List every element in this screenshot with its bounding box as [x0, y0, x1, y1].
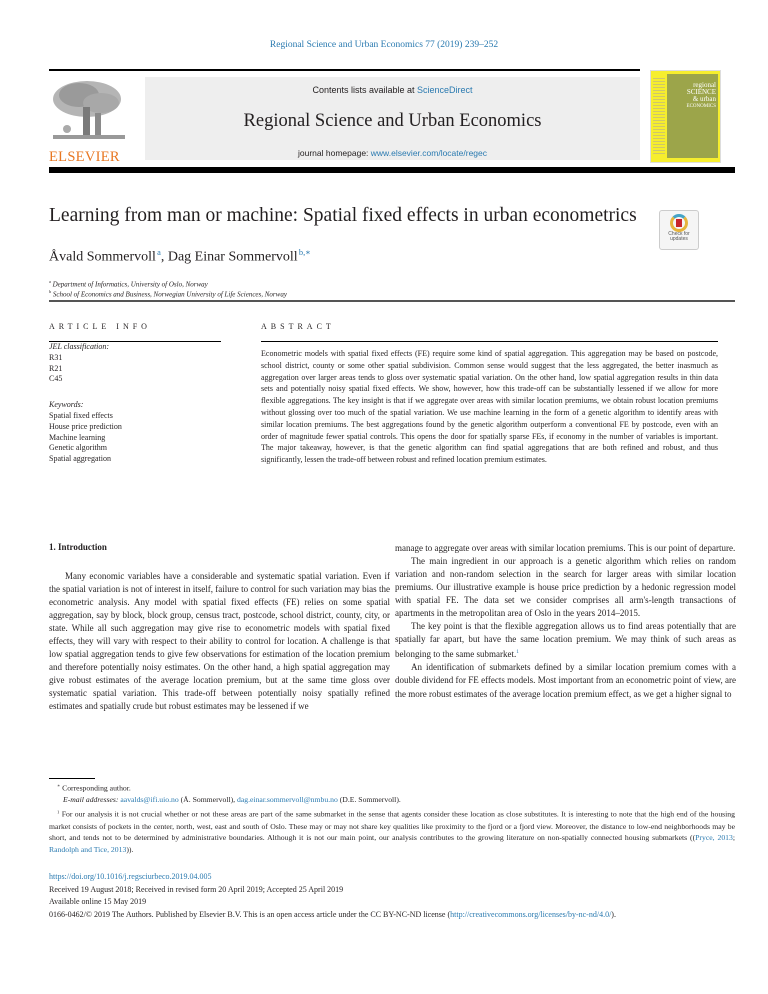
paragraph: manage to aggregate over areas with similar location premiums. This is our point of departure.: [395, 543, 736, 553]
affiliation: [49, 289, 287, 298]
citation-link[interactable]: Randolph and Tice, 2013: [49, 845, 127, 855]
header-rule: [49, 69, 640, 71]
homepage-link[interactable]: www.elsevier.com/locate/regec: [370, 148, 487, 158]
keyword: Machine learning: [49, 432, 106, 442]
available-online: Available online 15 May 2019: [49, 897, 147, 906]
footnote-ref-link[interactable]: 1: [516, 649, 519, 656]
journal-banner: [145, 77, 640, 160]
email-owner: (Å. Sommervoll),: [178, 795, 237, 805]
paragraph: The main ingredient in our approach is a genetic algorithm which relies on random variation and non-random selection in the search for larger areas with similar location premiums. Our illustrative example is house price prediction by a hedonic regression model with spatial FE. The data set we consider comprises all arm's-length transactions of apartments in the metropolitan area of Oslo in the years 2014–2015.: [395, 556, 736, 619]
keyword: House price prediction: [49, 421, 122, 431]
footnote-rule: [49, 778, 95, 779]
section-heading-introduction: 1. Introduction: [49, 542, 107, 552]
crossmark-icon: [670, 214, 688, 232]
sciencedirect-link[interactable]: ScienceDirect: [417, 85, 473, 95]
elsevier-wordmark: ELSEVIER: [49, 149, 120, 165]
keyword: Genetic algorithm: [49, 443, 107, 453]
citation-separator: ;: [732, 833, 735, 843]
cover-stripes: [653, 76, 665, 156]
footnotes: [49, 780, 735, 856]
jel-code: R31: [49, 352, 63, 362]
footnote-mark: ∗: [57, 783, 61, 788]
article-info-heading: ARTICLE INFO: [49, 322, 151, 331]
body-column-right: [395, 542, 736, 701]
paragraph: [395, 620, 736, 661]
keyword: Spatial fixed effects: [49, 410, 113, 420]
footnote-text: Corresponding author.: [62, 783, 131, 793]
article-info-block: [49, 342, 239, 465]
doi-link[interactable]: https://doi.org/10.1016/j.regsciurbeco.2019.04.005: [49, 872, 212, 881]
section-rule: [49, 300, 735, 302]
crossmark-label: Check for updates: [668, 231, 690, 242]
affiliation: [49, 279, 208, 288]
license-text: 0166-0462/© 2019 The Authors. Published by Elsevier B.V. This is an open access article under the CC BY-NC-ND license (: [49, 909, 451, 919]
footnote-end: )).: [126, 845, 134, 855]
keywords-label: Keywords:: [49, 400, 84, 410]
elsevier-logo[interactable]: [49, 77, 129, 165]
abstract-text: Econometric models with spatial fixed effects (FE) require some kind of spatial aggregation. This aggregation may be based on postcode, school district, county or some other spatial subdivision. Common sense would suggest that the less aggregated, the better inasmuch as aggregation over larger areas tends to gloss over systematic spatial variation. On the other hand, low spatial aggregation results in thin data sets and potentially noisy spatial fixed effects. We show, however, how this trade-off can be substantially lessened if we allow for more flexible aggregations. The key insight is that if we aggregate over areas with similar location premiums, we obtain robust location premiums without glossing over too much of the spatial variation. We use machine learning in the form of a genetic algorithm to identify areas with similar location premiums. The best aggregations found by the genetic algorithm outperform a conventional FE by postcode, even with an order of magnitude fewer spatial controls. This opens the door for spatially sparse FEs, if economy in the number of variables is important. The major takeaway, however, is that the genetic algorithm can find spatial aggregations that are both refined and robust, and thus significantly, lessen the trade-off between robust and refined location premium estimates.: [261, 349, 718, 465]
email-owner: (D.E. Sommervoll).: [337, 795, 401, 805]
author-affil-link[interactable]: a: [157, 248, 161, 257]
license-suffix: ).: [611, 909, 616, 919]
footnote-text: For our analysis it is not crucial whether or not these areas are part of the same submarket in the sense that agents consider these location as close substitutes. It is interesting to note that the high end of the housing market consists of pockets in the center, north, west, east and south of Oslo. These may or may not share key qualities like proximity to the fjord or a fjord view. Moreover, the distance to low-end neighborhoods may be short, and tends not to be determined by administrative boundaries. Although it is not our main point, our analysis contributes to the growing literature on non-spatially connected housing submarkets ((: [49, 809, 735, 843]
jel-label: JEL classification:: [49, 342, 110, 351]
license-line: [49, 909, 735, 922]
footnote-mark: 1: [57, 809, 60, 815]
affiliation-mark: b: [49, 289, 52, 294]
history-line: Received 19 August 2018; Received in revised form 20 April 2019; Accepted 25 April 2019: [49, 884, 344, 894]
article-meta: [49, 871, 735, 921]
contents-line: [145, 85, 640, 95]
email-label: E-mail addresses:: [63, 795, 119, 805]
abstract-rule: [261, 341, 718, 342]
affiliation-mark: a: [49, 279, 51, 284]
license-link[interactable]: http://creativecommons.org/licenses/by-nc-nd/4.0/: [450, 909, 612, 919]
jel-code: C45: [49, 374, 63, 384]
cover-title-1: regional: [693, 81, 716, 89]
cover-title-4: ECONOMICS: [686, 104, 716, 109]
cover-title-2: SCIENCE: [686, 88, 716, 96]
footnote-corresponding: [49, 780, 735, 794]
article-title: Learning from man or machine: Spatial fixed effects in urban econometrics: [49, 205, 637, 226]
paragraph: An identification of submarkets defined by a similar location premium comes with a double dividend for FE effects models. Most important from an econometric point of view, are the more robust estimates of the average location premium effect, as we get a higher signal to: [395, 662, 736, 699]
author-name: Åvald Sommervoll: [49, 249, 156, 265]
citation-link[interactable]: Pryce, 2013: [695, 833, 733, 843]
author-affil-link[interactable]: b,∗: [298, 248, 311, 257]
author-name: Dag Einar Sommervoll: [167, 249, 298, 265]
check-for-updates-button[interactable]: [659, 210, 699, 250]
elsevier-tree-icon: [49, 77, 129, 143]
paragraph-text: The key point is that the flexible aggregation allows us to find areas potentially that are spatially far apart, but have the same location premium. We may think of such areas as belonging to the same submarket.: [395, 621, 736, 660]
paragraph: Many economic variables have a considerable and systematic spatial variation. Even if the spatial variation is not of interest in itself, failure to control for such variation may bias the econometric analysis. Any model with spatial fixed effects (FE) relies on some spatial aggregation, say by block, block group, census tract, postcode, school district, county, city, or state. While all such aggregation may give rise to econometric models with spatial fixed effects, they will vary with respect to their ability to control for location. A challenge is that low spatial aggregation tends to give few observations for estimation of the location premium and therefore potentially noisy estimates. On the other hand, a high spatial aggregation may give robust estimates of the average location premium, but at the same time gloss over systematic spatial variation. This trade-off between potentially noisy spatially refined estimates and spatially crude but robust estimates may be lessened if we: [49, 571, 390, 712]
keyword: Spatial aggregation: [49, 454, 111, 464]
abstract-heading: ABSTRACT: [261, 322, 335, 331]
footnote-1: [49, 806, 735, 856]
homepage-line: [145, 148, 640, 158]
journal-cover-thumbnail[interactable]: [650, 70, 721, 163]
affiliation-text: School of Economics and Business, Norwegian University of Life Sciences, Norway: [52, 290, 287, 299]
footnote-emails: [49, 794, 735, 806]
email-link[interactable]: dag.einar.sommervoll@nmbu.no: [237, 795, 338, 805]
homepage-prefix: journal homepage:: [298, 148, 371, 158]
cover-title-3: & urban: [692, 95, 716, 103]
author-list: Åvald Sommervoll $^a$, Dag Einar Sommervoll $^{b,∗}$: [49, 248, 311, 265]
body-column-left: [49, 570, 390, 714]
affiliation-text: Department of Informatics, University of Oslo, Norway: [52, 280, 208, 289]
contents-prefix: Contents lists available at: [312, 85, 418, 95]
running-head[interactable]: Regional Science and Urban Economics 77 (2019) 239–252: [269, 40, 499, 50]
jel-code: R21: [49, 363, 63, 373]
journal-name: Regional Science and Urban Economics: [243, 111, 542, 131]
header-thick-rule: [49, 167, 735, 173]
cover-panel: [667, 74, 718, 158]
email-link[interactable]: aavalds@ifi.uio.no: [120, 795, 179, 805]
